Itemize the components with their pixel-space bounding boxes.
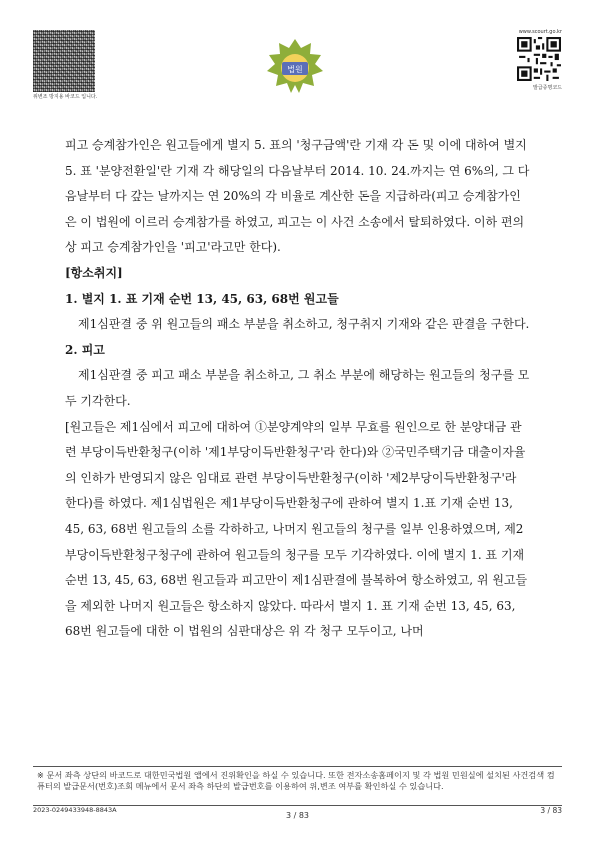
heading-defendant: 2. 피고: [65, 342, 105, 357]
page-number-right: 3 / 83: [540, 806, 562, 815]
barcode-caption: 위변조 방지용 바코드 입니다.: [33, 94, 98, 100]
paragraph-plaintiffs-appeal: 제1심판결 중 위 원고들의 패소 부분을 취소하고, 청구취지 기재와 같은 판결을 구한다.: [78, 317, 530, 332]
verification-barcode: [33, 30, 95, 92]
page-number-center: 3 / 83: [285, 811, 310, 820]
verification-note: ※ 문서 좌측 상단의 바코드로 대한민국법원 앱에서 진위확인을 하실 수 있습니다. 또한 전자소송홈페이지 및 각 법원 민원실에 설치된 사건검색 컴퓨터의 발급문서(번호)조회 메뉴에서 문서 좌측 하단의 발급번호를 이용하여 위,변조 여부를 확인하실 수 있습니다.: [37, 770, 555, 791]
paragraph-procedural-note: [원고들은 제1심에서 피고에 대하여 ①분양계약의 일부 무효를 원인으로 한 분양대금 관련 부당이득반환청구(이하 '제1부당이득반환청구'라 한다)와 ②국민주택기금 대출이자율의 인하가 반영되지 않은 임대료 관련 부당이득반환청구(이하 '제2부당이득반환청구'라 한다)를 하였다. 제1심법원은 제1부당이득반환청구에 관하여 별지 1.표 기재 순번 13, 45, 63, 68번 원고들의 소를 각하하고, 나머지 원고들의 청구를 일부 인용하였으며, 제2부당이득반환청구청구에 관하여 원고들의 청구를 모두 기각하였다. 이에 별지 1. 표 기재 순번 13, 45, 63, 68번 원고들과 피고만이 제1심판결에 불복하여 항소하였고, 위 원고들을 제외한 나머지 원고들은 항소하지 않았다. 따라서 별지 1. 표 기재 순번 13, 45, 63, 68번 원고들에 대한 이 법원의 심판대상은 위 각 청구 모두이고, 나머: [65, 419, 528, 639]
emblem-label: 법원: [287, 65, 303, 74]
issue-number: 2023-0249433948-8843A: [33, 806, 117, 814]
paragraph-claim: 피고 승계참가인은 원고들에게 별지 5. 표의 '청구금액'란 기재 각 돈 및 이에 대하여 별지 5. 표 '분양전환일'란 기재 각 해당일의 다음날부터 2014. 10. 24.까지는 연 6%의, 그 다음날부터 다 갚는 날까지는 연 20%의 각 비율로 계산한 돈을 지급하라(피고 승계참가인은 이 법원에 이르러 승계참가를 하였고, 피고는 이 사건 소송에서 탈퇴하였다. 이하 편의상 피고 승계참가인을 '피고'라고만 한다).: [65, 138, 530, 255]
document-body: [65, 133, 530, 645]
qr-url: www.scourt.go.kr: [518, 29, 562, 35]
verification-note-box: [33, 766, 562, 806]
qr-caption: 발급증명코드: [533, 85, 562, 91]
court-emblem-icon: [266, 38, 324, 96]
heading-plaintiffs: 1. 별지 1. 표 기재 순번 13, 45, 63, 68번 원고들: [65, 291, 339, 306]
qr-code-icon: [517, 37, 561, 81]
paragraph-defendant-appeal: 제1심판결 중 피고 패소 부분을 취소하고, 그 취소 부분에 해당하는 원고들의 청구를 모두 기각한다.: [65, 368, 530, 408]
heading-appeal-purpose: [항소취지]: [65, 265, 123, 280]
